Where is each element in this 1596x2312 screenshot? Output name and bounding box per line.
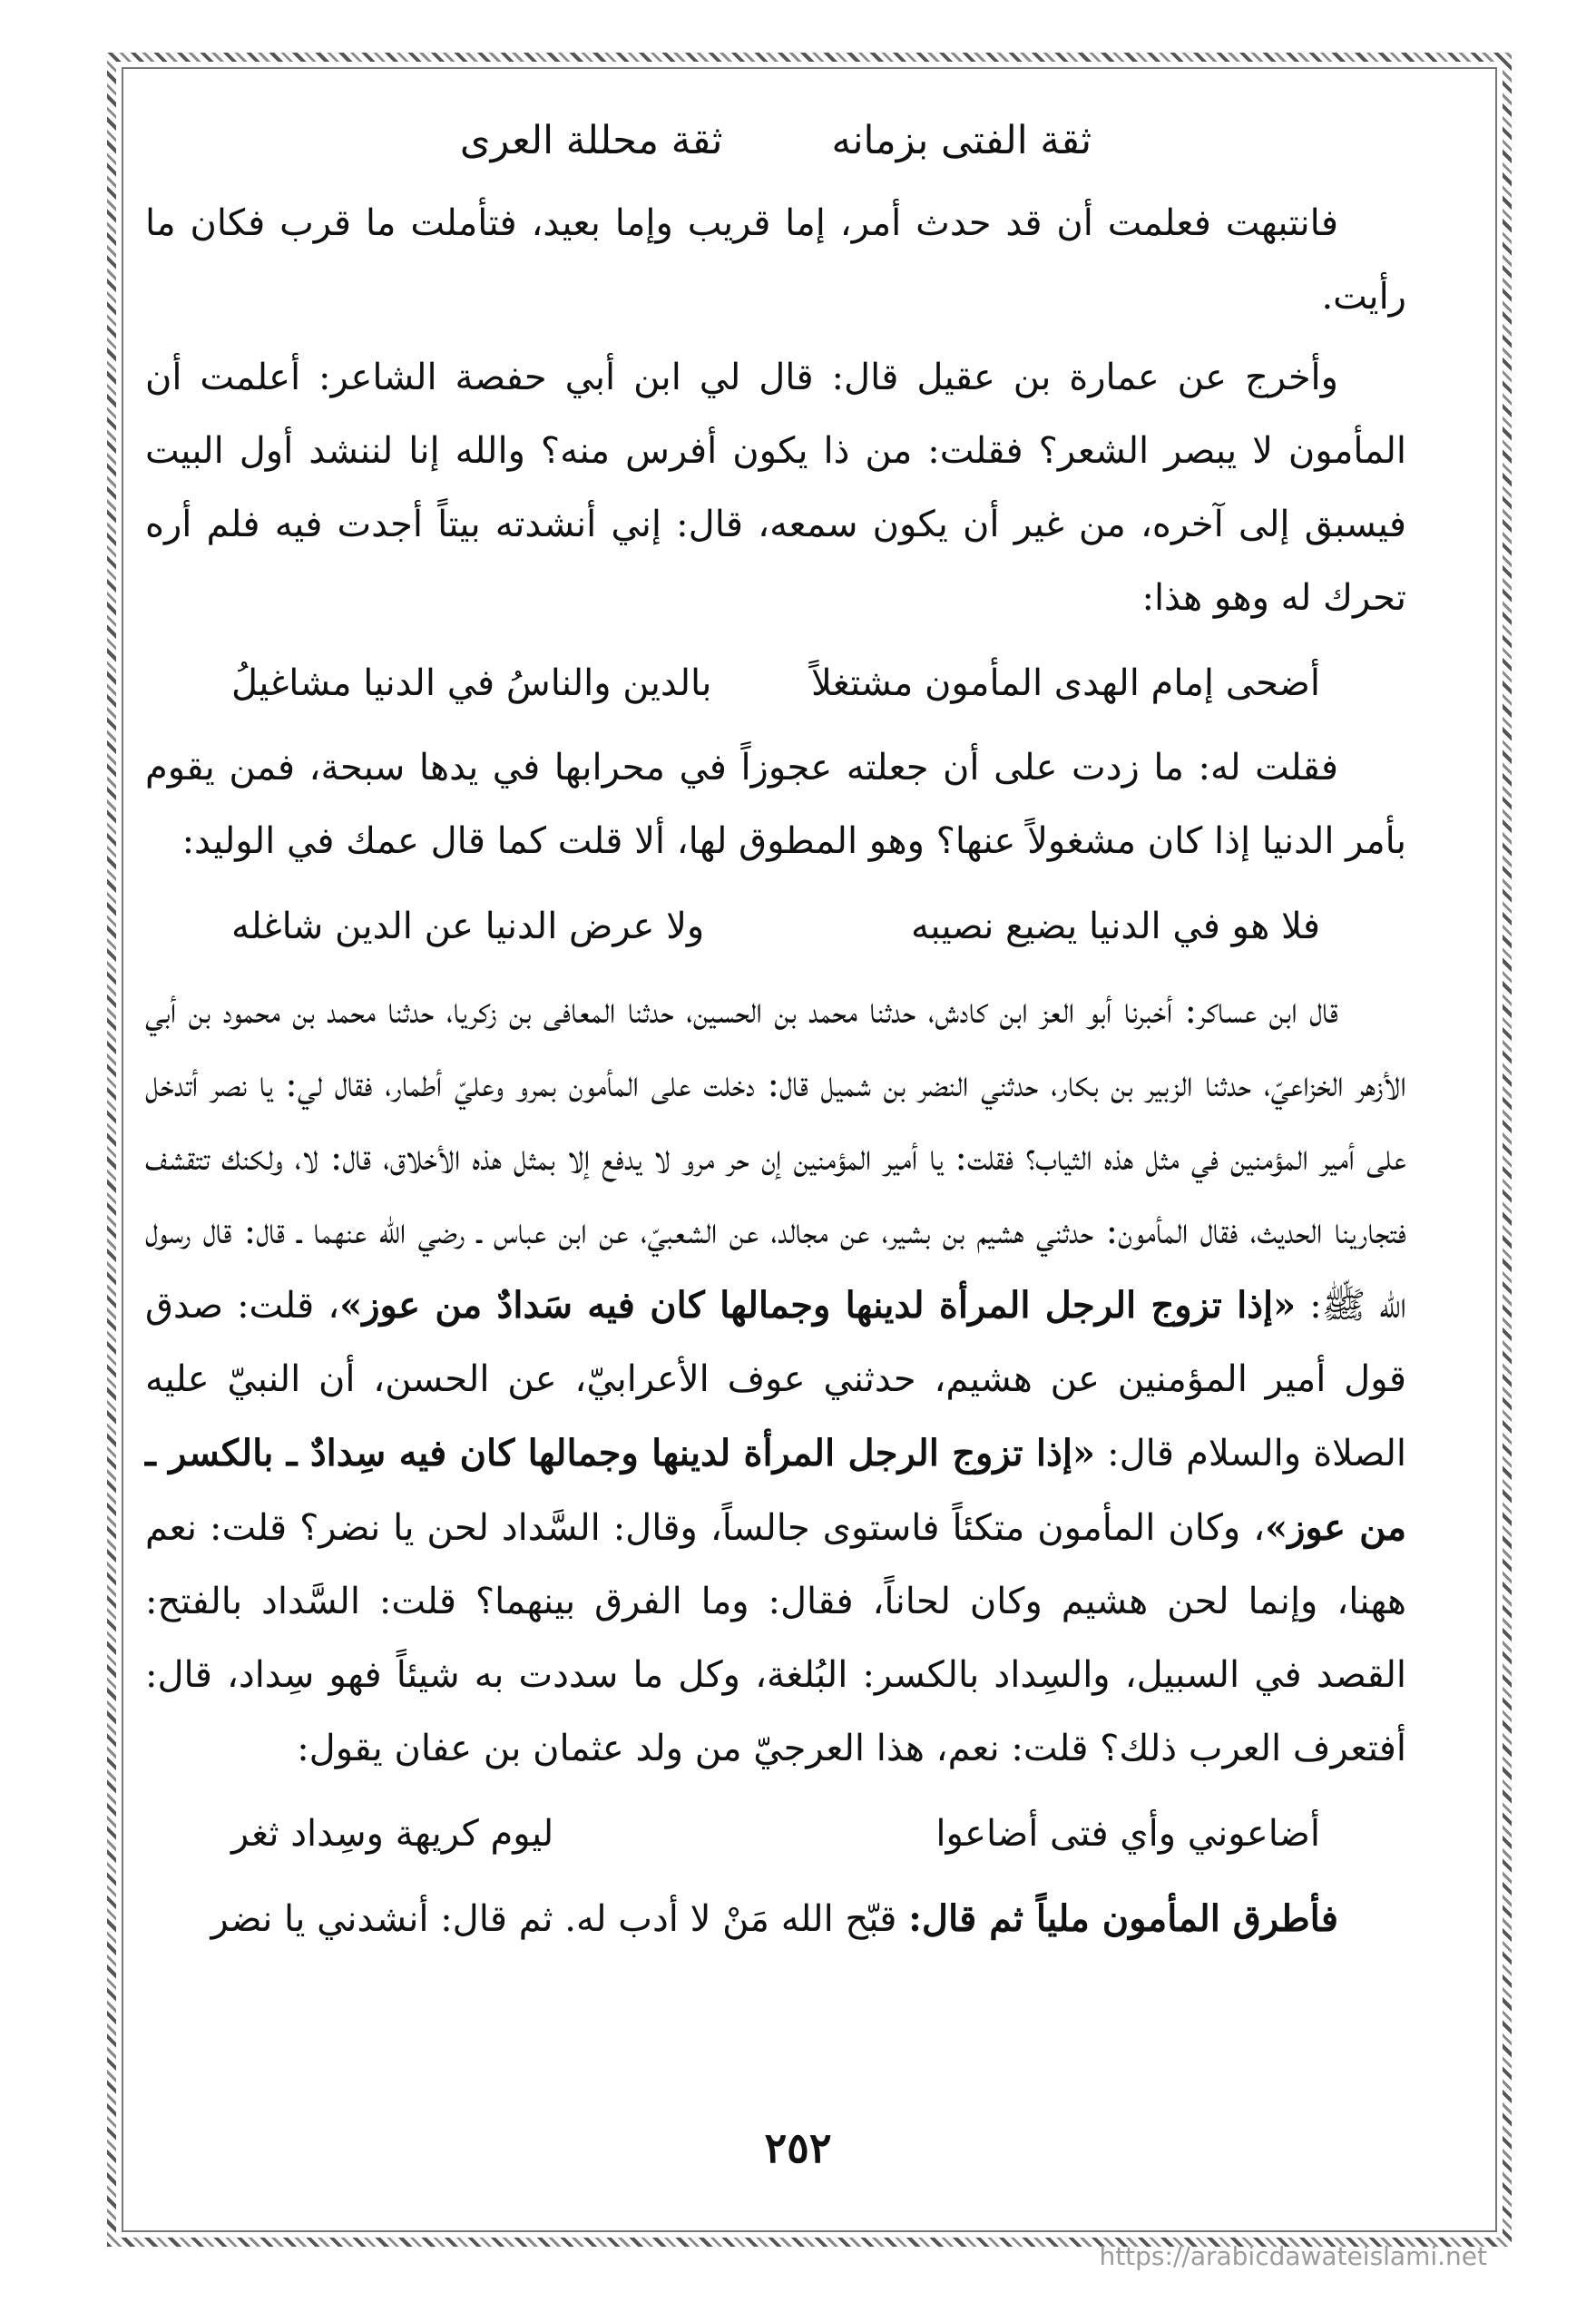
- verse-2-second-hemistich: ولا عرض الدنيا عن الدين شاغله: [231, 906, 705, 947]
- hadith-quote-1: «إذا تزوج الرجل المرأة لدينها وجمالها كان فيه سَدادٌ من عوز»: [339, 1284, 1297, 1327]
- paragraph-1: فانتبهت فعلمت أن قد حدث أمر، إما قريب وإما بعيد، فتأملت ما قرب فكان ما رأيت.: [145, 202, 1406, 318]
- paragraph-2: وأخرج عن عمارة بن عقيل قال: قال لي ابن أبي حفصة الشاعر: أعلمت أن المأمون لا يبصر الشعر؟ فقلت: من ذا يكون أفرس منه؟ والله إنا لننشد أول البيت فيسبق إلى آخره، من غير أن يكون سمعه، قال: إني أنشدته بيتاً أجدت فيه فلم أره تحرك له وهو هذا:: [145, 357, 1406, 619]
- page-number: ٢٥٢: [764, 2123, 832, 2172]
- verse-3-second-hemistich: ليوم كريهة وسِداد ثغر: [231, 1813, 554, 1855]
- verse-1-first-hemistich: أضحى إمام الهدى المأمون مشتغلاً: [810, 662, 1320, 704]
- paragraph-4-text-c: ، قلت: صدق قول أمير المؤمنين عن هشيم، حدثني عوف الأعرابيّ، عن الحسن، أن النبيّ عليه الصلاة والسلام قال:: [145, 1285, 1407, 1474]
- paragraph-4-text-a: قال ابن عساكر: أخبرنا أبو العز ابن كادش، حدثنا محمد بن الحسين، حدثنا المعافى بن زكريا، حدثنا محمد بن محمود بن أبي الأزهر الخزاعيّ، حدثنا الزبير بن بكار، حدثني النضر بن شميل قال: دخلت على المأمون بمرو وعليّ أطمار، فقال لي: يا نصر أتدخل على أمير المؤمنين في مثل هذه الثياب؟ فقلت: يا أمير المؤمنين إن حر مرو لا يدفع إلا بمثل هذه الأخلاق، قال: لا، ولكنك تتقشف فتجارينا الحديث، فقال المأمون: حدثني هشيم بن بشير، عن مجالد، عن الشعبيّ، عن ابن عباس ـ رضي الله عنهما ـ قال: قال رسول الله ﷺ:: [145, 990, 1406, 1327]
- verse-3-first-hemistich: أضاعوني وأي فتى أضاعوا: [935, 1813, 1320, 1855]
- watermark: https://arabicdawateislami.net: [1099, 2241, 1487, 2271]
- paragraph-5-text: قبّح الله مَنْ لا أدب له. ثم قال: أنشدني يا نضر: [211, 1898, 909, 1940]
- verse-2-first-hemistich: فلا هو في الدنيا يضيع نصيبه: [910, 906, 1320, 947]
- verse-2: [145, 886, 1406, 967]
- paragraph-3: فقلت له: ما زدت على أن جعلته عجوزاً في محرابها في يدها سبحة، فمن يقوم بأمر الدنيا إذا كان مشغولاً عنها؟ وهو المطوق لها، ألا قلت كما قال عمك في الوليد:: [145, 747, 1406, 862]
- header-left: ثقة محللة العرى: [459, 118, 723, 163]
- verse-1: [145, 642, 1406, 724]
- running-header: [145, 100, 1406, 181]
- paragraph-5-lead: فأطرق المأمون ملياً ثم قال:: [908, 1897, 1338, 1940]
- verse-3: [145, 1793, 1406, 1875]
- paragraph-5: [145, 1882, 1406, 1956]
- page-content: [145, 100, 1406, 1964]
- paragraph-4: [145, 975, 1406, 1786]
- verse-1-second-hemistich: بالدين والناسُ في الدنيا مشاغيلُ: [231, 662, 712, 704]
- hadith-quote-2: «إذا تزوج الرجل المرأة لدينها وجمالها كان فيه سِدادٌ ـ بالكسر ـ من عوز»: [145, 1432, 1406, 1549]
- paragraph-4-text-e: ، وكان المأمون متكئاً فاستوى جالساً، وقال: السَّداد لحن يا نضر؟ قلت: نعم ههنا، وإنما لحن هشيم وكان لحاناً، فقال: وما الفرق بينهما؟ قلت: السَّداد بالفتح: القصد في السبيل، والسِداد بالكسر: البُلغة، وكل ما سددت به شيئاً فهو سِداد، قال: أفتعرف العرب ذلك؟ قلت: نعم، هذا العرجيّ من ولد عثمان بن عفان يقول:: [145, 1507, 1407, 1769]
- header-right: ثقة الفتى بزمانه: [831, 118, 1092, 163]
